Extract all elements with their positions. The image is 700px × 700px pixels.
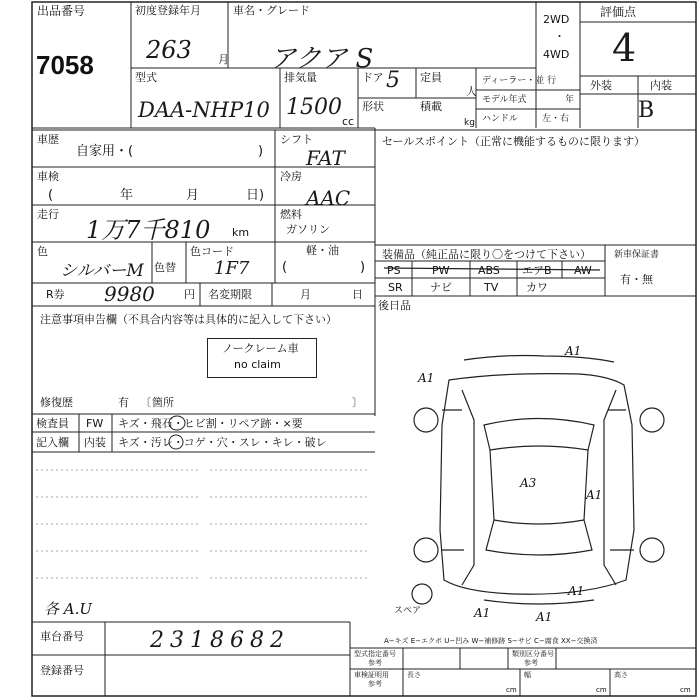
capacity-label: 定員	[420, 71, 442, 84]
mileage-label: 走行	[37, 208, 59, 221]
load-unit: kg	[464, 118, 475, 128]
spec-ref-label: 参考	[368, 659, 382, 667]
recycle-label: R券	[46, 288, 65, 301]
sales-point-label: セールスポイント（正常に機能するものに限ります）	[382, 135, 646, 148]
history-close: )	[258, 144, 264, 159]
dealer-import-label: ディーラー・並 行	[482, 76, 557, 86]
width-unit: cm	[596, 686, 607, 694]
diagram-door-lines	[442, 410, 634, 550]
dealer-handle-label: ハンドル	[482, 114, 519, 124]
diagram-windshield	[484, 419, 594, 451]
equipment-navi: ナビ	[430, 281, 452, 294]
history-value: 自家用・(	[76, 144, 134, 159]
spec-label: 型式指定番号	[354, 650, 396, 658]
grade-exterior-label: 外装	[590, 79, 612, 92]
equipment-label: 装備品（純正品に限り〇をつけて下さい）	[382, 248, 591, 261]
repair-open: 〔	[140, 396, 151, 409]
inspection-year: 年	[120, 188, 134, 203]
category-label: 類別区分番号	[512, 650, 554, 658]
color-code-label: 色コード	[190, 245, 234, 258]
inspection-month: 月	[186, 188, 200, 203]
lot-number: 7058	[36, 50, 94, 80]
equipment-airbag: エアB	[522, 264, 552, 277]
warranty-label: 新車保証書	[614, 250, 660, 260]
inspection-day: 日)	[246, 188, 265, 203]
repair-close: 〕	[352, 396, 363, 409]
inspector-interior-label: 内装	[84, 436, 106, 449]
grade-value: 4	[612, 26, 637, 70]
warranty-value: 有・無	[620, 273, 653, 286]
grade-interior-label: 内装	[650, 79, 672, 92]
first-reg-label: 初度登録年月	[135, 4, 201, 17]
inspector-fw-items: キズ・飛石・ヒビ割・リペア跡・×要	[118, 417, 303, 430]
shape-label: 形状	[362, 100, 384, 113]
color-value: シルバーM	[60, 261, 144, 281]
damage-legend: A−キズ E−エクボ U−凹み W−補修跡 S−サビ C−腐食 XX−交換済	[384, 637, 598, 645]
fuel-label: 燃料	[280, 208, 302, 221]
grade-label: 評価点	[600, 5, 637, 19]
equipment-pw: PW	[432, 264, 450, 277]
name-change-month: 月	[300, 288, 311, 301]
recycle-value: 9980	[104, 282, 155, 306]
drive-2wd: 2WD	[543, 13, 570, 26]
displacement-unit: cc	[342, 115, 355, 128]
later-date-label: 後日品	[378, 299, 411, 312]
inspection-label: 車検	[37, 170, 59, 183]
chassis-label: 車台番号	[40, 630, 84, 643]
model-label: 型式	[135, 71, 157, 84]
dealer-model-year-label: モデル年式	[482, 95, 527, 105]
inspection-open: (	[48, 188, 54, 203]
diagram-wheel-fr	[640, 408, 664, 432]
height-unit: cm	[680, 686, 691, 694]
grade-interior-value: B	[638, 98, 655, 123]
inspector-label: 検査員	[36, 417, 69, 430]
length-unit: cm	[506, 686, 517, 694]
equipment-abs: ABS	[478, 264, 500, 277]
category-ref-label: 参考	[524, 659, 538, 667]
diagram-wheel-fl	[414, 408, 438, 432]
equipment-tv: TV	[484, 281, 499, 294]
diagram-wheel-rr	[640, 538, 664, 562]
no-claim-stamp	[207, 338, 317, 378]
diagram-front-bumper-line	[464, 356, 614, 363]
fuel-close: )	[360, 260, 366, 275]
mileage-value: 1万7千810	[86, 216, 211, 244]
shift-label: シフト	[280, 133, 313, 146]
capacity-unit: 人	[466, 85, 477, 98]
diagram-rear-bumper-line	[484, 600, 594, 604]
no-claim-stamp-line2: no claim	[234, 358, 281, 371]
doors-label: ドア	[362, 71, 384, 84]
car-name-value: アクア S	[270, 44, 374, 74]
inspector-interior-items: キズ・汚レ・コゲ・穴・スレ・キレ・破レ	[118, 436, 327, 449]
diagram-wheel-rl	[414, 538, 438, 562]
diagram-roof-edges	[490, 450, 588, 520]
equipment-sr: SR	[388, 281, 403, 294]
inspector-record-label: 記入欄	[36, 436, 69, 449]
doors-value: 5	[386, 68, 400, 93]
notes-label: 注意事項申告欄（不具合内容等は具体的に記入して下さい）	[40, 313, 337, 326]
car-name-label: 車名・グレード	[233, 4, 310, 17]
damage-mark-a1-rear-left: A1	[474, 606, 491, 620]
first-reg-month-unit: 月	[218, 53, 229, 66]
repair-part-label: 箇所	[152, 396, 174, 409]
displacement-value: 1500	[286, 95, 342, 120]
name-change-day: 日	[352, 288, 363, 301]
damage-mark-a3-roof: A3	[520, 476, 537, 490]
color-code-value: 1F7	[214, 258, 250, 279]
no-claim-stamp-line1: ノークレーム車	[222, 342, 299, 355]
damage-mark-a1-rear-right: A1	[568, 584, 585, 598]
recycle-unit: 円	[184, 288, 195, 301]
first-reg-value: 263	[146, 36, 192, 64]
color-change-label: 色替	[154, 261, 176, 274]
damage-mark-a1-front: A1	[565, 344, 582, 358]
name-change-label: 名変期限	[208, 288, 252, 301]
chassis-value: 2318682	[150, 628, 290, 653]
drive-dot: ・	[554, 30, 565, 43]
equipment-ps: PS	[387, 264, 401, 277]
damage-mark-a1-rear: A1	[536, 610, 553, 624]
fuel-gas: ガソリン	[286, 223, 330, 236]
width-label: 幅	[524, 671, 531, 679]
fuel-diesel: 軽・油	[306, 244, 339, 257]
fuel-open: (	[282, 260, 288, 275]
equipment-leather: カワ	[526, 281, 548, 294]
damage-mark-a1-front-left: A1	[418, 371, 435, 385]
equipment-aw: AW	[574, 264, 592, 277]
registration-label: 登録番号	[40, 664, 84, 677]
load-label: 積載	[420, 100, 442, 113]
color-label: 色	[37, 245, 48, 258]
dealer-handle-options: 左・右	[542, 114, 570, 124]
ac-label: 冷房	[280, 170, 302, 183]
damage-mark-a1-right: A1	[586, 488, 603, 502]
repair-label: 修復歴	[40, 396, 73, 409]
repair-value: 有	[118, 396, 129, 409]
length-label: 長さ	[407, 671, 421, 679]
cert-ref-label: 参考	[368, 680, 382, 688]
displacement-label: 排気量	[284, 71, 317, 84]
height-label: 高さ	[614, 671, 628, 679]
ac-value: AAC	[306, 186, 351, 210]
drive-4wd: 4WD	[543, 48, 570, 61]
mileage-unit: km	[232, 226, 250, 239]
dealer-year-unit: 年	[565, 95, 575, 105]
diagram-spare-wheel	[412, 584, 432, 604]
history-label: 車歴	[37, 133, 59, 146]
model-value: DAA-NHP10	[138, 98, 270, 122]
handwritten-note: 各 A.U	[44, 600, 93, 618]
shift-value: FAT	[306, 146, 345, 170]
spare-label: スペア	[394, 606, 422, 616]
inspector-fw-label: FW	[86, 417, 104, 430]
cert-label: 車検証明用	[354, 671, 389, 679]
diagram-rear-window	[486, 520, 592, 555]
car-damage-diagram	[404, 350, 674, 620]
lot-label: 出品番号	[37, 4, 86, 18]
